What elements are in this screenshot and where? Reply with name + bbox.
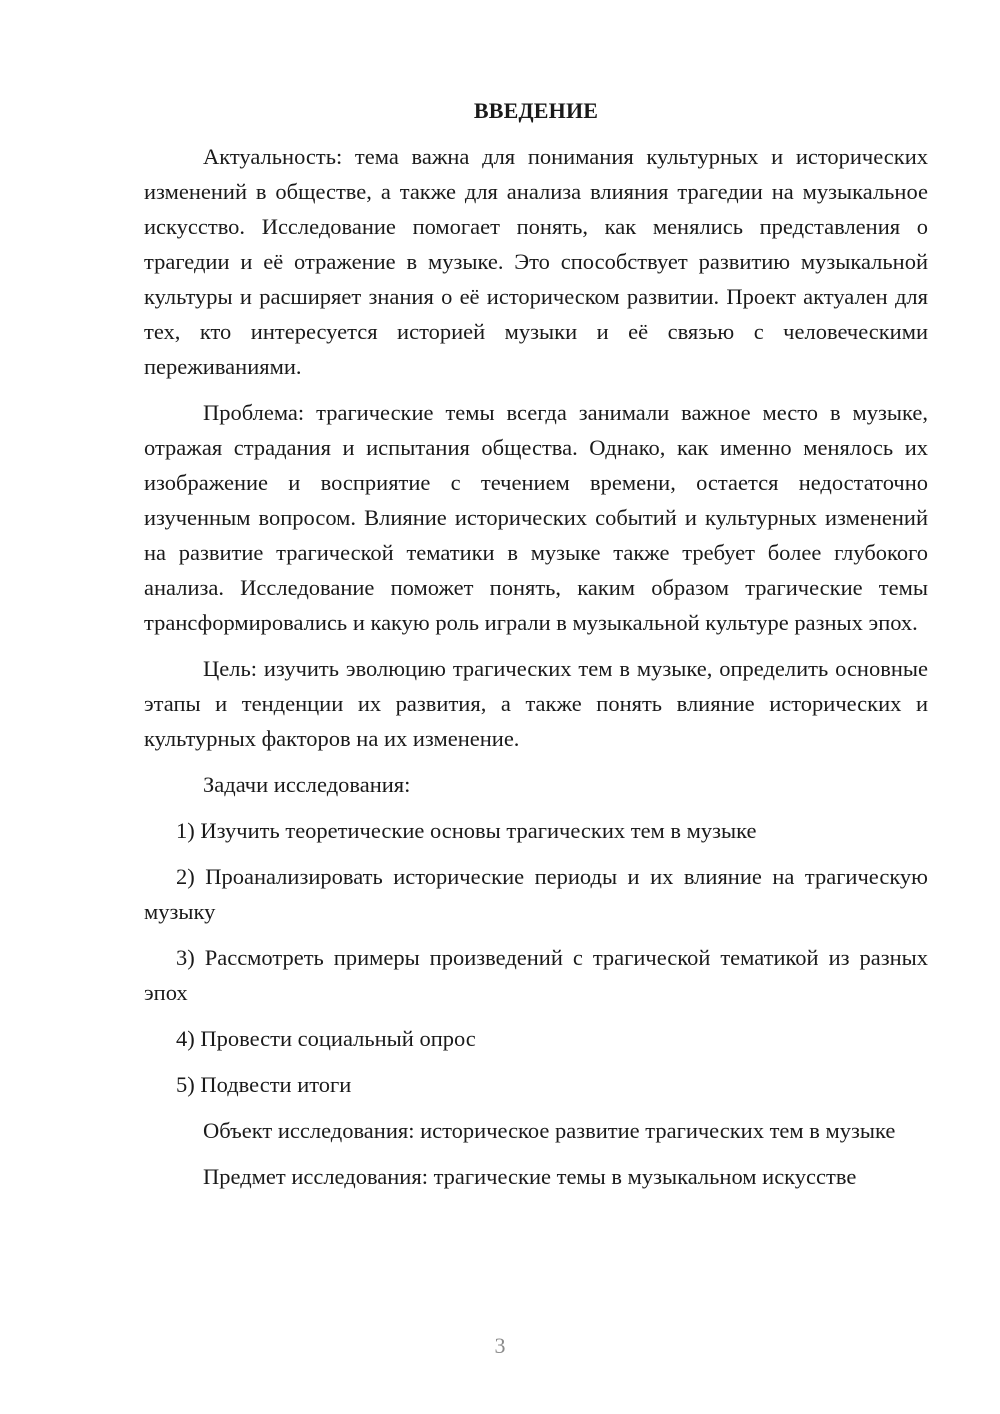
problem-paragraph: Проблема: трагические темы всегда занимали важное место в музыке, отражая страдания и испытания общества. Однако, как именно менялось их изображение и восприятие с течением времени, остается недостаточно изученным вопросом. Влияние исторических событий и культурных изменений на развитие трагической тематики в музыке также требует более глубокого анализа. Исследование поможет понять, каким образом трагические темы трансформировались и какую роль играли в музыкальной культуре разных эпох. <box>144 400 928 635</box>
goal-paragraph: Цель: изучить эволюцию трагических тем в музыке, определить основные этапы и тенденции их развития, а также понять влияние исторических и культурных факторов на их изменение. <box>144 656 928 751</box>
document-page <box>144 96 928 1205</box>
object-paragraph: Объект исследования: историческое развитие трагических тем в музыке <box>203 1118 896 1143</box>
task-item-5: 5) Подвести итоги <box>176 1072 352 1097</box>
task-item-4: 4) Провести социальный опрос <box>176 1026 476 1051</box>
task-item-3: 3) Рассмотреть примеры произведений с трагической тематикой из разных эпох <box>144 945 928 1005</box>
page-number: 3 <box>494 1333 506 1358</box>
relevance-paragraph: Актуальность: тема важна для понимания культурных и исторических изменений в обществе, а также для анализа влияния трагедии на музыкальное искусство. Исследование помогает понять, как менялись представления о трагедии и её отражение в музыке. Это способствует развитию музыкальной культуры и расширяет знания о её историческом развитии. Проект актуален для тех, кто интересуется историей музыки и её связью с человеческими переживаниями. <box>144 144 928 379</box>
tasks-label: Задачи исследования: <box>203 772 411 797</box>
task-item-1: 1) Изучить теоретические основы трагических тем в музыке <box>176 818 757 843</box>
section-heading: ВВЕДЕНИЕ <box>473 98 599 123</box>
subject-paragraph: Предмет исследования: трагические темы в музыкальном искусстве <box>203 1164 857 1189</box>
task-item-2: 2) Проанализировать исторические периоды и их влияние на трагическую музыку <box>144 864 928 924</box>
